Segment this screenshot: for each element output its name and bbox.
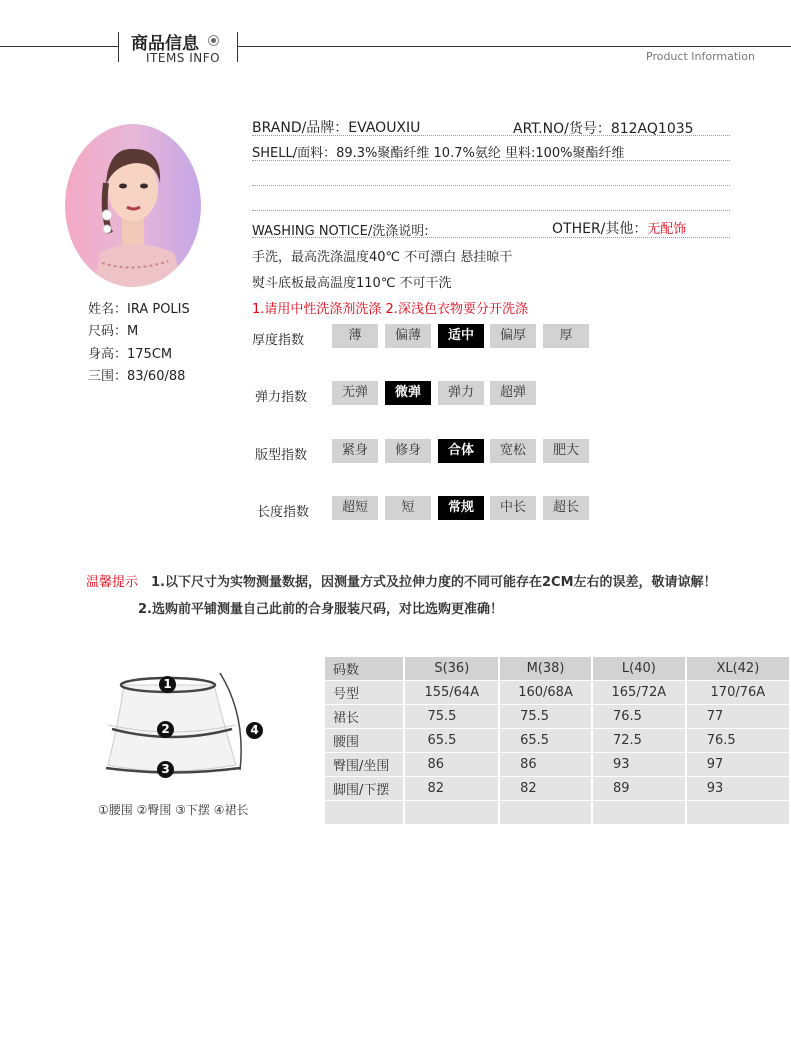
skirt-diagram [96,665,271,794]
table-cell: 裙长 [325,705,403,728]
table-cell [593,801,685,824]
header-right-rule [237,46,791,47]
index-option: 厚 [543,324,589,348]
index-option: 中长 [490,496,536,520]
table-cell: 75.5 [405,705,498,728]
diagram-caption: ①腰围 ②臀围 ③下摆 ④裙长 [98,803,249,817]
table-header-cell: M(38) [500,657,591,680]
model-name: 姓名：IRA POLIS [88,302,190,317]
model-size: 尺码：M [88,324,139,339]
table-cell: 65.5 [405,729,498,752]
table-header-cell: XL(42) [687,657,789,680]
table-cell: 脚围/下摆 [325,777,403,800]
index-option: 超长 [543,496,589,520]
index-option: 微弹 [385,381,431,405]
index-option: 肥大 [543,439,589,463]
index-option: 薄 [332,324,378,348]
size-table [323,656,791,825]
table-cell: 155/64A [405,681,498,704]
index-label: 长度指数 [257,505,310,520]
index-option: 短 [385,496,431,520]
table-cell: 160/68A [500,681,591,704]
header-left-rule [0,46,118,47]
washing-label: WASHING NOTICE/洗涤说明: [252,224,429,239]
index-label: 版型指数 [255,448,308,463]
index-option: 无弹 [332,381,378,405]
other-label-text: OTHER/其他： [552,221,648,237]
dotted-divider [252,135,730,136]
dotted-divider [252,237,730,238]
table-header-cell: L(40) [593,657,685,680]
table-cell: 65.5 [500,729,591,752]
table-cell: 76.5 [687,729,789,752]
header-title-cn: 商品信息 [131,34,199,54]
other-value: 无配饰 [647,222,687,237]
model-height: 身高：175CM [88,347,173,362]
table-cell [405,801,498,824]
table-cell: 97 [687,753,789,776]
table-header-row [325,657,789,680]
header-right-tick [237,32,238,62]
marker-2: 2 [157,721,174,738]
index-option: 偏厚 [490,324,536,348]
header-dot-icon [208,35,219,46]
index-label: 厚度指数 [252,333,305,348]
index-option: 超短 [332,496,378,520]
header-title-en: ITEMS INFO [146,51,221,65]
dotted-divider [252,160,730,161]
index-option: 修身 [385,439,431,463]
table-cell: 93 [593,753,685,776]
index-option: 紧身 [332,439,378,463]
table-cell: 165/72A [593,681,685,704]
index-option: 超弹 [490,381,536,405]
table-cell: 93 [687,777,789,800]
table-row [325,681,789,704]
table-cell: 82 [405,777,498,800]
tips-line-1: 1.以下尺寸为实物测量数据，因测量方式及拉伸力度的不同可能存在2CM左右的误差，敬请谅解！ [151,575,717,590]
header-right-en: Product Information [646,50,755,63]
table-row [325,729,789,752]
art-no: ART.NO/货号：812AQ1035 [513,121,694,137]
index-label: 弹力指数 [255,390,308,405]
table-cell: 77 [687,705,789,728]
table-header-cell: 码数 [325,657,403,680]
marker-1: 1 [159,676,176,693]
table-cell: 76.5 [593,705,685,728]
shell-fabric: SHELL/面料：89.3%聚酯纤维 10.7%氨纶 里料:100%聚酯纤维 [252,146,625,161]
index-option: 宽松 [490,439,536,463]
wash-line-1: 手洗，最高洗涤温度40℃ 不可漂白 悬挂晾干 [252,250,513,265]
index-option: 偏薄 [385,324,431,348]
index-option: 常规 [438,496,484,520]
table-cell: 号型 [325,681,403,704]
table-row [325,753,789,776]
tips-label: 温馨提示 [86,575,139,590]
table-cell [687,801,789,824]
brand: BRAND/品牌：EVAOUXIU [252,120,421,136]
table-cell: 86 [405,753,498,776]
table-row [325,777,789,800]
index-option: 合体 [438,439,484,463]
table-cell: 72.5 [593,729,685,752]
table-cell: 腰围 [325,729,403,752]
table-cell [325,801,403,824]
wash-note: 1.请用中性洗涤剂洗涤 2.深浅色衣物要分开洗涤 [252,302,528,317]
wash-line-2: 熨斗底板最高温度110℃ 不可干洗 [252,276,452,291]
model-photo [64,123,202,292]
table-cell: 170/76A [687,681,789,704]
dotted-divider [252,210,730,211]
table-cell: 89 [593,777,685,800]
table-cell: 86 [500,753,591,776]
table-header-cell: S(36) [405,657,498,680]
index-option: 弹力 [438,381,484,405]
dotted-divider [252,185,730,186]
index-option: 适中 [438,324,484,348]
other-label [552,218,686,238]
tips-line-2: 2.选购前平铺测量自己此前的合身服装尺码，对比选购更准确！ [138,602,503,617]
header-left-tick [118,32,119,62]
marker-3: 3 [157,761,174,778]
table-cell: 臀围/坐围 [325,753,403,776]
table-row [325,705,789,728]
model-measurements: 三围：83/60/88 [88,369,186,384]
table-cell: 75.5 [500,705,591,728]
table-row [325,801,789,824]
table-cell: 82 [500,777,591,800]
marker-4: 4 [246,722,263,739]
table-cell [500,801,591,824]
